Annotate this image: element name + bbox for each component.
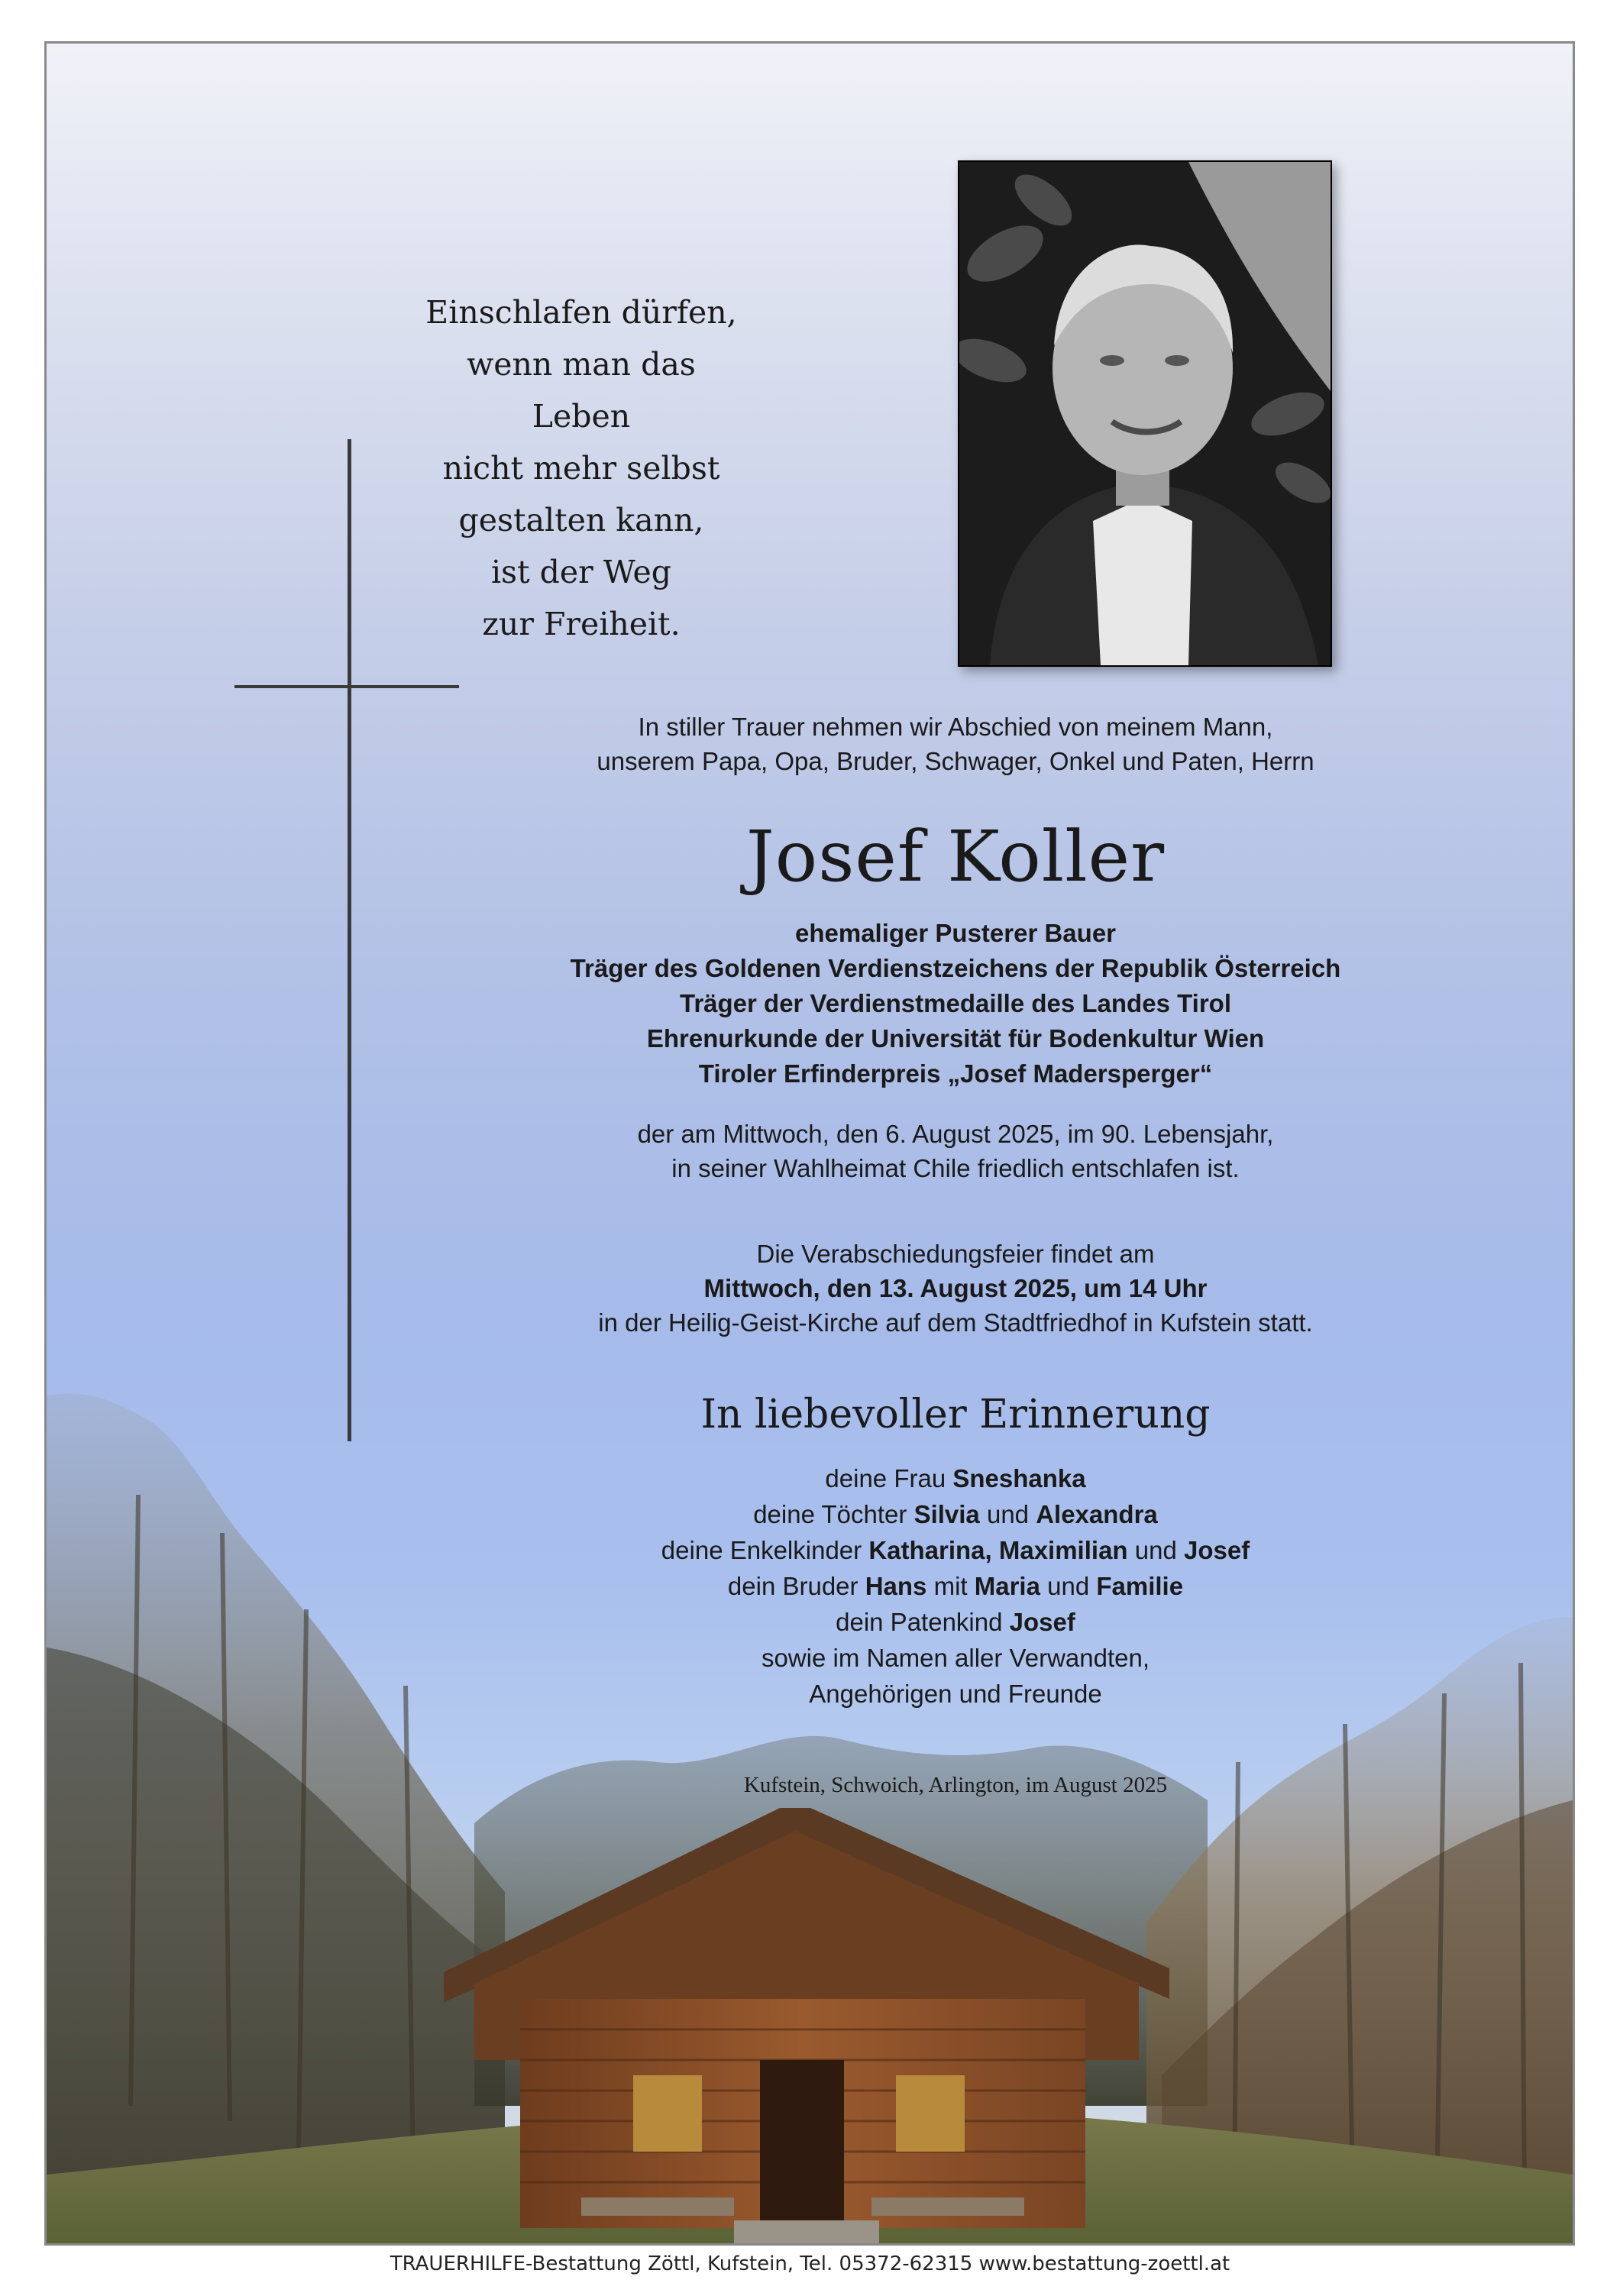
mourner-joiner: und <box>1127 1536 1184 1564</box>
funeral-home-footer: TRAUERHILFE-Bestattung Zöttl, Kufstein, Tel. 05372-62315 www.bestattung-zoettl.at <box>390 2252 1230 2275</box>
mourner-joiner: und <box>979 1500 1036 1528</box>
mourner-name: Sneshanka <box>952 1464 1086 1492</box>
ceremony-info <box>473 1237 1438 1340</box>
quote-line: zur Freiheit. <box>482 606 681 642</box>
intro-text <box>473 710 1438 778</box>
cross-vertical-bar <box>348 439 351 1441</box>
quote-line: nicht mehr selbst <box>442 450 720 487</box>
mourner-line <box>473 1568 1438 1604</box>
mourner-name: Silvia <box>913 1500 980 1528</box>
place-date: Kufstein, Schwoich, Arlington, im August 2025 <box>743 1773 1168 1797</box>
mourner-line <box>473 1496 1438 1532</box>
memorial-title: In liebevoller Erinnerung <box>700 1392 1211 1437</box>
mourner-line <box>473 1460 1438 1496</box>
intro-line: In stiller Trauer nehmen wir Abschied von meinem Mann, <box>638 713 1273 741</box>
title-line: Ehrenurkunde der Universität für Bodenkultur Wien <box>646 1024 1265 1053</box>
death-notice <box>473 1117 1438 1185</box>
mourner-relation: deine Töchter <box>753 1500 914 1528</box>
quote-line: ist der Weg <box>490 554 672 590</box>
mourner-joiner: und <box>1040 1572 1097 1600</box>
cross-horizontal-bar <box>234 685 459 688</box>
quote-line: wenn man das Leben <box>467 346 696 435</box>
mourner-name: Josef <box>1009 1608 1075 1636</box>
death-line: der am Mittwoch, den 6. August 2025, im 90. Lebensjahr, <box>637 1120 1274 1148</box>
mourner-line: sowie im Namen aller Verwandten, <box>761 1644 1150 1672</box>
mourner-name: Katharina, Maximilian <box>868 1536 1128 1564</box>
death-line: in seiner Wahlheimat Chile friedlich entschlafen ist. <box>671 1154 1240 1182</box>
ceremony-date: Mittwoch, den 13. August 2025, um 14 Uhr <box>703 1274 1208 1302</box>
mourner-relation: deine Frau <box>825 1464 953 1492</box>
obituary-card <box>44 41 1575 2246</box>
mourner-line <box>473 1532 1438 1568</box>
mourner-name: Josef <box>1183 1536 1250 1564</box>
mourner-line: Angehörigen und Freunde <box>809 1680 1102 1708</box>
quote-line: gestalten kann, <box>458 502 704 538</box>
memorial-quote <box>413 286 749 650</box>
ceremony-line: Die Verabschiedungsfeier findet am <box>756 1240 1155 1268</box>
title-line: Träger der Verdienstmedaille des Landes Tirol <box>679 989 1231 1017</box>
mourner-relation: dein Bruder <box>727 1572 865 1600</box>
ceremony-location: in der Heilig-Geist-Kirche auf dem Stadtfriedhof in Kufstein statt. <box>598 1308 1313 1337</box>
mourner-name: Familie <box>1096 1572 1184 1600</box>
mourner-name: Maria <box>974 1572 1040 1600</box>
title-line: Träger des Goldenen Verdienstzeichens der Republik Österreich <box>570 954 1341 982</box>
mourner-relation: deine Enkelkinder <box>661 1536 869 1564</box>
mourner-joiner: mit <box>926 1572 975 1600</box>
mourner-relation: dein Patenkind <box>836 1608 1010 1636</box>
quote-line: Einschlafen dürfen, <box>425 294 737 331</box>
mourners-list <box>473 1460 1438 1712</box>
mourner-name: Alexandra <box>1036 1500 1158 1528</box>
mourner-name: Hans <box>865 1572 927 1600</box>
title-line: Tiroler Erfinderpreis „Josef Madersperger“ <box>698 1059 1213 1088</box>
intro-line: unserem Papa, Opa, Bruder, Schwager, Onkel und Paten, Herrn <box>597 747 1314 775</box>
deceased-titles <box>473 916 1438 1091</box>
mourner-line <box>473 1604 1438 1640</box>
title-line: ehemaliger Pusterer Bauer <box>794 919 1117 947</box>
portrait-photo <box>958 160 1332 667</box>
deceased-name: Josef Koller <box>745 816 1166 897</box>
